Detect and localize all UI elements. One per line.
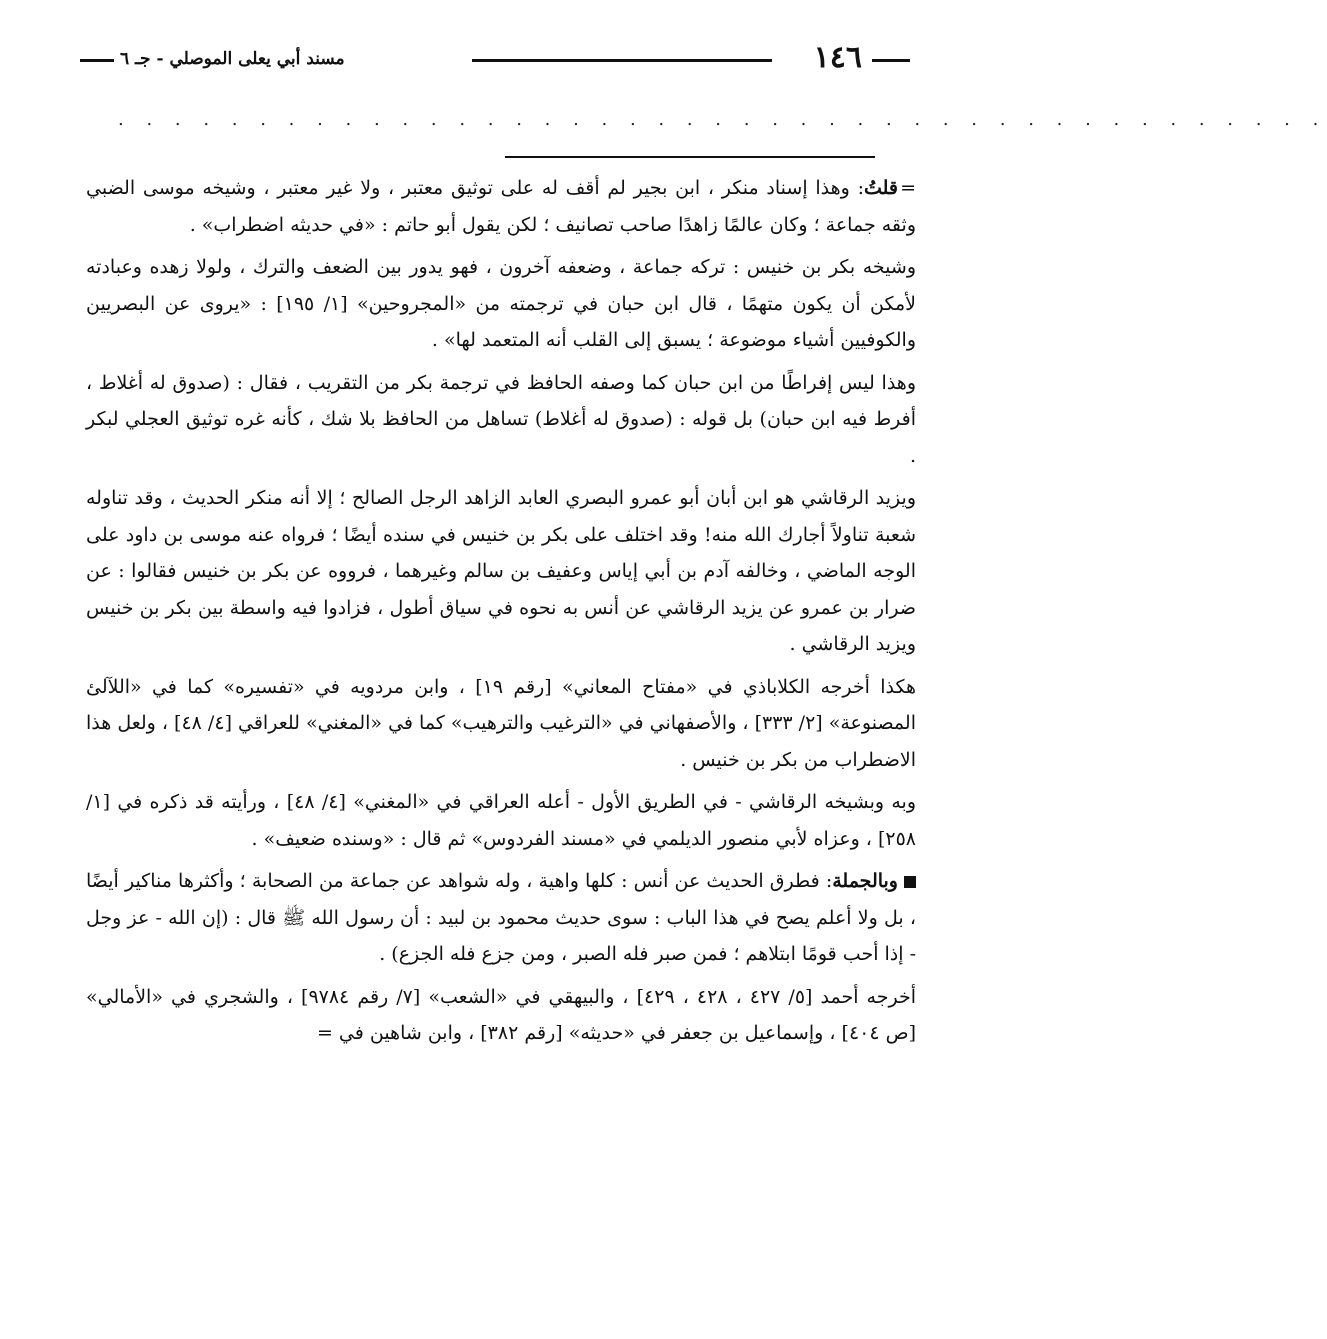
square-bullet-icon <box>904 876 916 888</box>
book-title: مسند أبي يعلى الموصلي - جـ ٦ <box>120 49 345 69</box>
footnote-paragraph-6: وبه وبشيخه الرقاشي - في الطريق الأول - أعله العراقي في «المغني» [٤/ ٤٨] ، ورأيته قد ذكره في [١/ ٢٥٨] ، وعزاه لأبي منصور الديلمي في «مسند الفردوس» ثم قال : «وسنده ضعيف» . <box>86 791 916 850</box>
footnote-paragraph-7 <box>86 863 916 973</box>
footnote-rule <box>505 156 875 158</box>
footnote-body <box>86 170 916 1054</box>
page-header <box>80 38 910 78</box>
paragraph-text: : فطرق الحديث عن أنس : كلها واهية ، وله شواهد عن جماعة من الصحابة ؛ وأكثرها مناكير أيضًا ، بل ولا أعلم يصح في هذا الباب : سوى حديث محمود بن لبيد : أن رسول الله ﷺ قال : (إن الله - عز وجل - إذا أحب قومًا ابتلاهم ؛ فمن صبر فله الصبر ، ومن جزع فله الجزع) . <box>86 870 916 965</box>
footnote-paragraph-5: هكذا أخرجه الكلاباذي في «مفتاح المعاني» [رقم ١٩] ، وابن مردويه في «تفسيره» كما في «اللآلئ المصنوعة» [٢/ ٣٣٣] ، والأصفهاني في «الترغيب والترهيب» كما في «المغني» للعراقي [٤/ ٤٨] ، ولعل هذا الاضطراب من بكر بن خنيس . <box>86 675 917 771</box>
continuation-marker: = <box>900 177 916 199</box>
paragraph-lead: قلتُ <box>863 177 898 199</box>
paragraph-text: : وهذا إسناد منكر ، ابن بجير لم أقف له على توثيق معتبر ، ولا غير معتبر ، وشيخه موسى الضبي وثقه جماعة ؛ وكان عالمًا زاهدًا صاحب تصانيف ؛ لكن يقول أبو حاتم : «في حديثه اضطراب» . <box>86 177 916 236</box>
footnote-paragraph-3: وهذا ليس إفراطًا من ابن حبان كما وصفه الحافظ في ترجمة بكر من التقريب ، فقال : (صدوق له أغلاط ، أفرط فيه ابن حبان) بل قوله : (صدوق له أغلاط) تساهل من الحافظ بلا شك ، كأنه غره توثيق العجلي لبكر . <box>86 371 916 467</box>
dotted-separator: . . . . . . . . . . . . . . . . . . . . . . . . . . . . . . . . . . . . . . . . . . . <box>118 109 1327 130</box>
page-number: ١٤٦ <box>813 40 862 75</box>
continuation-marker: = <box>316 1022 333 1044</box>
header-rule-left <box>80 59 114 62</box>
footnote-paragraph-2: وشيخه بكر بن خنيس : تركه جماعة ، وضعفه آخرون ، فهو يدور بين الضعف والترك ، ولولا زهده وعبادته لأمكن أن يكون متهمًا ، قال ابن حبان في ترجمته من «المجروحين» [١/ ١٩٥] : «يروى عن البصريين والكوفيين أشياء موضوعة ؛ يسبق إلى القلب أنه المتعمد لها» . <box>86 256 916 351</box>
paragraph-lead: وبالجملة <box>832 870 898 892</box>
footnote-paragraph-4: ويزيد الرقاشي هو ابن أبان أبو عمرو البصري العابد الزاهد الرجل الصالح ؛ إلا أنه منكر الحديث ، وقد تناوله شعبة تناولاً أجارك الله منه! وقد اختلف على بكر بن خنيس في سنده أيضًا ؛ فرواه عنه موسى بن داود على الوجه الماضي ، وخالفه آدم بن أبي إياس وعفيف بن سالم وغيرهما ، فرووه عن بكر بن خنيس فقالوا : عن ضرار بن عمرو عن يزيد الرقاشي عن أنس به نحوه في سياق أطول ، فزادوا فيه واسطة بين بكر بن خنيس ويزيد الرقاشي . <box>86 487 917 655</box>
footnote-paragraph-1 <box>86 170 916 243</box>
paragraph-text: أخرجه أحمد [٥/ ٤٢٧ ، ٤٢٨ ، ٤٢٩] ، والبيهقي في «الشعب» [٧/ رقم ٩٧٨٤] ، والشجري في «الأمالي» [ص ٤٠٤] ، وإسماعيل بن جعفر في «حديثه» [رقم ٣٨٢] ، وابن شاهين في <box>86 985 916 1044</box>
header-rule-right <box>872 59 910 62</box>
header-rule-middle <box>472 59 772 62</box>
footnote-paragraph-8 <box>86 979 916 1052</box>
